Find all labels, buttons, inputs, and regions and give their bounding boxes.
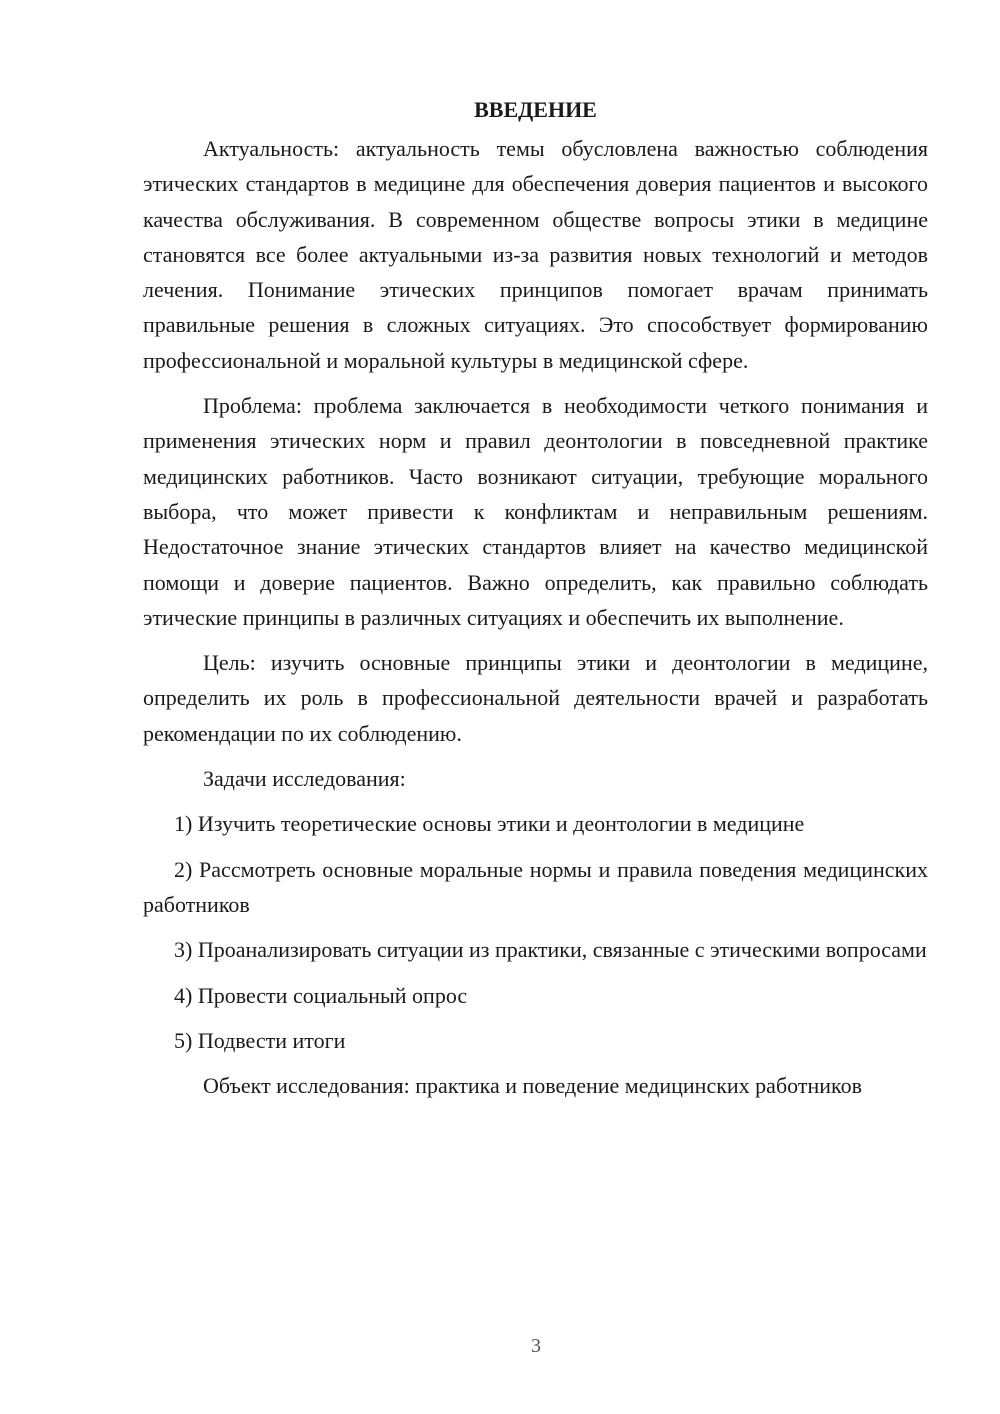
paragraph-relevance: Актуальность: актуальность темы обусловлена важностью соблюдения этических стандартов в медицине для обеспечения доверия пациентов и высокого качества обслуживания. В современном обществе вопросы этики в медицине становятся все более актуальными из-за развития новых технологий и методов лечения. Понимание этических принципов помогает врачам принимать правильные решения в сложных ситуациях. Это способствует формированию профессиональной и моральной культуры в медицинской сфере. bbox=[143, 136, 928, 373]
tasks-heading: Задачи исследования: bbox=[203, 766, 406, 792]
task-item-4: 4) Провести социальный опрос bbox=[174, 982, 468, 1008]
page-number: 3 bbox=[531, 1335, 541, 1357]
paragraph-goal: Цель: изучить основные принципы этики и деонтологии в медицине, определить их роль в профессиональной деятельности врачей и разработать рекомендации по их соблюдению. bbox=[143, 650, 928, 746]
paragraph-object: Объект исследования: практика и поведение медицинских работников bbox=[203, 1073, 862, 1099]
task-item-3: 3) Проанализировать ситуации из практики, связанные с этическими вопросами bbox=[174, 937, 927, 963]
document-page bbox=[143, 92, 928, 1113]
task-item-1: 1) Изучить теоретические основы этики и деонтологии в медицине bbox=[174, 811, 805, 837]
paragraph-problem: Проблема: проблема заключается в необходимости четкого понимания и применения этических норм и правил деонтологии в повседневной практике медицинских работников. Часто возникают ситуации, требующие морального выбора, что может привести к конфликтам и неправильным решениям. Недостаточное знание этических стандартов влияет на качество медицинской помощи и доверие пациентов. Важно определить, как правильно соблюдать этические принципы в различных ситуациях и обеспечить их выполнение. bbox=[143, 393, 928, 630]
section-title: ВВЕДЕНИЕ bbox=[474, 97, 597, 122]
task-item-5: 5) Подвести итоги bbox=[174, 1027, 346, 1053]
task-item-2: 2) Рассмотреть основные моральные нормы и правила поведения медицинских работников bbox=[143, 856, 928, 917]
